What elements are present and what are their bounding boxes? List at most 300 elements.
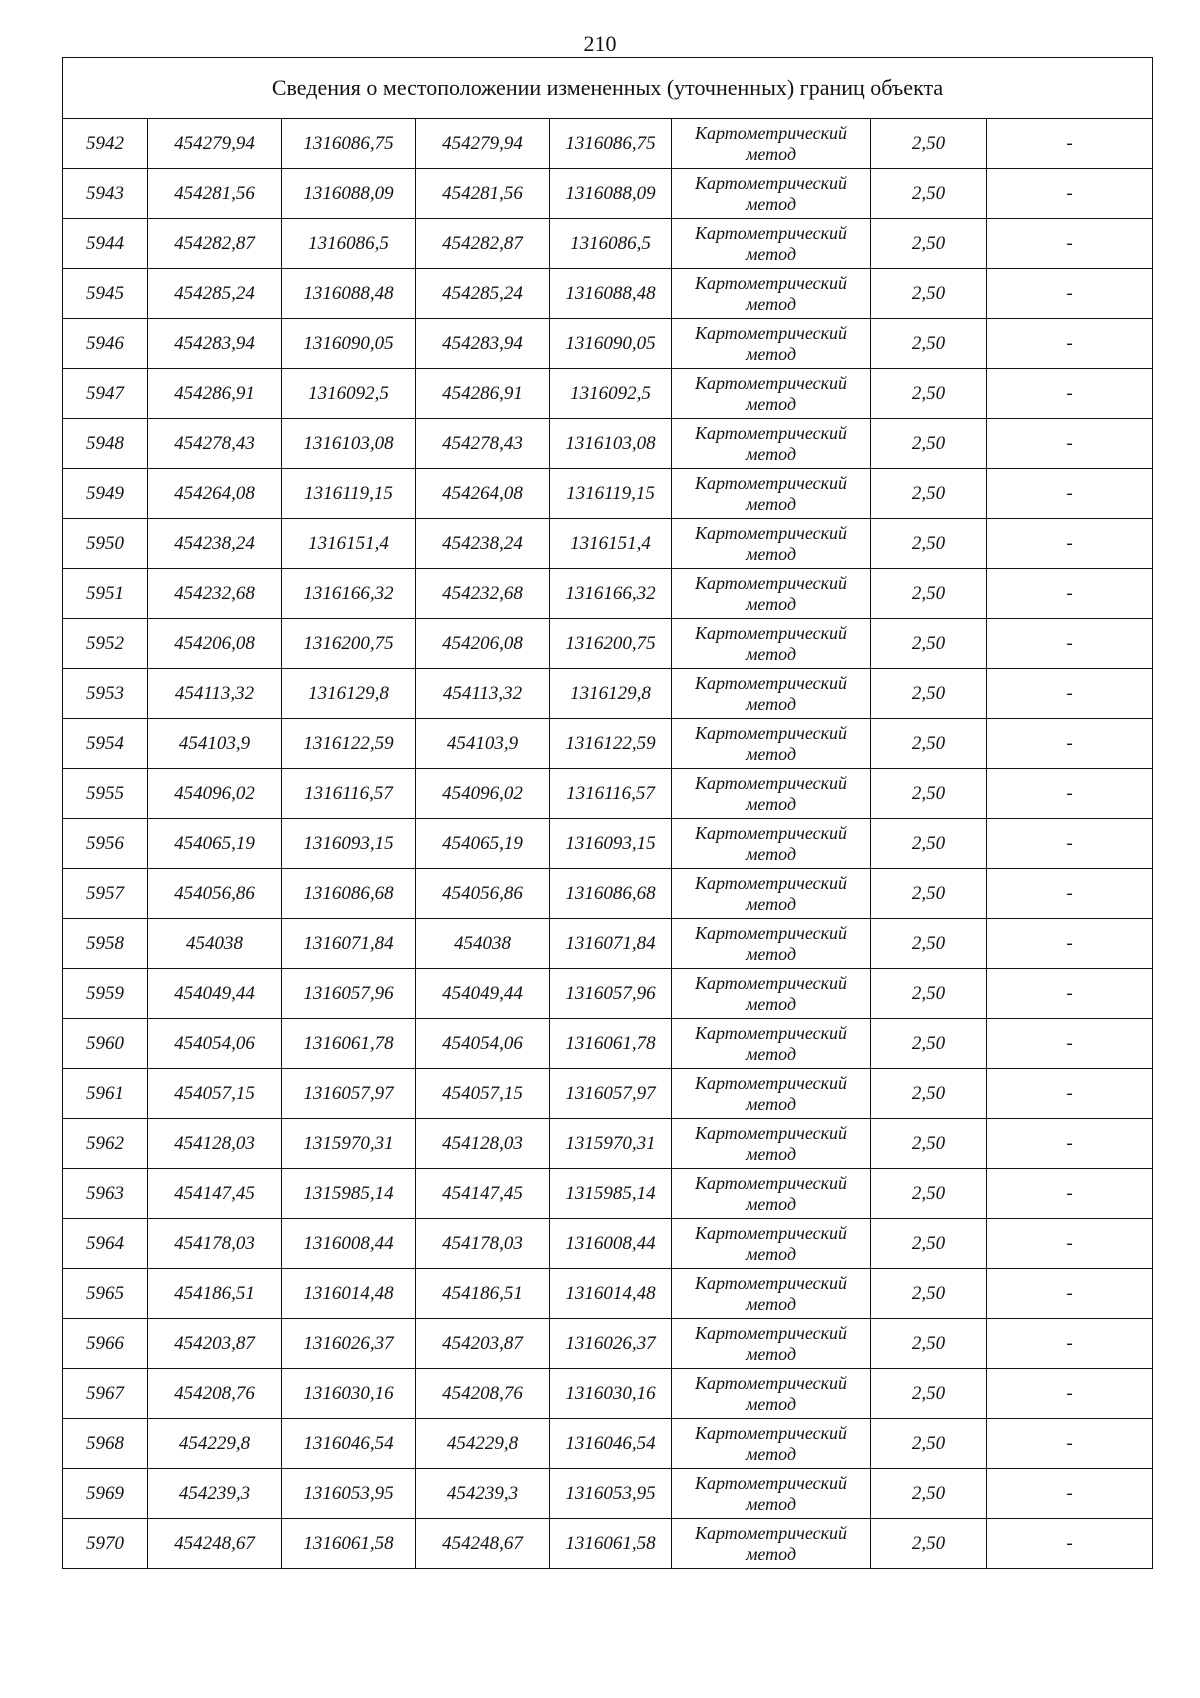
table-row <box>63 119 1153 169</box>
point-number-cell: 5961 <box>63 1069 148 1119</box>
refined-y-cell: 1315985,14 <box>550 1169 672 1219</box>
table-row <box>63 569 1153 619</box>
description-cell: - <box>987 1369 1153 1419</box>
table-title-row <box>63 58 1153 119</box>
refined-x-cell: 454038 <box>416 919 550 969</box>
method-line-2: метод <box>745 793 797 814</box>
existing-y-cell: 1316116,57 <box>282 769 416 819</box>
existing-x-cell: 454103,9 <box>148 719 282 769</box>
accuracy-cell: 2,50 <box>871 369 987 419</box>
table-row <box>63 669 1153 719</box>
refined-y-cell: 1316026,37 <box>550 1319 672 1369</box>
method-cell <box>672 1269 871 1319</box>
existing-x-cell: 454238,24 <box>148 519 282 569</box>
table-row <box>63 1419 1153 1469</box>
accuracy-cell: 2,50 <box>871 869 987 919</box>
accuracy-cell: 2,50 <box>871 169 987 219</box>
refined-x-cell: 454096,02 <box>416 769 550 819</box>
method-line-1: Картометрический <box>694 1272 847 1293</box>
refined-y-cell: 1316129,8 <box>550 669 672 719</box>
method-cell <box>672 419 871 469</box>
refined-x-cell: 454229,8 <box>416 1419 550 1469</box>
table-title: Сведения о местоположении измененных (уточненных) границ объекта <box>63 58 1153 119</box>
method-cell <box>672 669 871 719</box>
point-number-cell: 5967 <box>63 1369 148 1419</box>
point-number-cell: 5965 <box>63 1269 148 1319</box>
method-line-1: Картометрический <box>694 1472 847 1493</box>
method-line-2: метод <box>745 343 797 364</box>
method-line-1: Картометрический <box>694 872 847 893</box>
refined-y-cell: 1316090,05 <box>550 319 672 369</box>
table-body <box>63 58 1153 1569</box>
method-line-2: метод <box>745 893 797 914</box>
method-cell <box>672 869 871 919</box>
method-cell <box>672 269 871 319</box>
method-cell <box>672 1019 871 1069</box>
method-cell <box>672 1169 871 1219</box>
refined-x-cell: 454264,08 <box>416 469 550 519</box>
method-line-2: метод <box>745 1243 797 1264</box>
existing-y-cell: 1316103,08 <box>282 419 416 469</box>
refined-y-cell: 1316122,59 <box>550 719 672 769</box>
description-cell: - <box>987 269 1153 319</box>
point-number-cell: 5959 <box>63 969 148 1019</box>
accuracy-cell: 2,50 <box>871 1169 987 1219</box>
refined-y-cell: 1316088,48 <box>550 269 672 319</box>
method-line-1: Картометрический <box>694 572 847 593</box>
existing-x-cell: 454054,06 <box>148 1019 282 1069</box>
existing-x-cell: 454279,94 <box>148 119 282 169</box>
table-row <box>63 1469 1153 1519</box>
method-line-2: метод <box>745 1193 797 1214</box>
method-line-1: Картометрический <box>694 422 847 443</box>
refined-x-cell: 454113,32 <box>416 669 550 719</box>
accuracy-cell: 2,50 <box>871 1419 987 1469</box>
accuracy-cell: 2,50 <box>871 1119 987 1169</box>
refined-y-cell: 1316151,4 <box>550 519 672 569</box>
point-number-cell: 5955 <box>63 769 148 819</box>
method-line-1: Картометрический <box>694 522 847 543</box>
refined-y-cell: 1316046,54 <box>550 1419 672 1469</box>
method-line-2: метод <box>745 293 797 314</box>
description-cell: - <box>987 1519 1153 1569</box>
method-line-1: Картометрический <box>694 322 847 343</box>
existing-y-cell: 1316086,75 <box>282 119 416 169</box>
accuracy-cell: 2,50 <box>871 419 987 469</box>
method-cell <box>672 569 871 619</box>
method-line-2: метод <box>745 593 797 614</box>
description-cell: - <box>987 1319 1153 1369</box>
method-line-2: метод <box>745 393 797 414</box>
existing-y-cell: 1316046,54 <box>282 1419 416 1469</box>
method-cell <box>672 919 871 969</box>
existing-x-cell: 454264,08 <box>148 469 282 519</box>
page-number: 210 <box>583 31 617 56</box>
existing-x-cell: 454283,94 <box>148 319 282 369</box>
description-cell: - <box>987 569 1153 619</box>
accuracy-cell: 2,50 <box>871 219 987 269</box>
accuracy-cell: 2,50 <box>871 1269 987 1319</box>
accuracy-cell: 2,50 <box>871 469 987 519</box>
point-number-cell: 5963 <box>63 1169 148 1219</box>
table-row <box>63 1319 1153 1369</box>
accuracy-cell: 2,50 <box>871 1069 987 1119</box>
method-cell <box>672 119 871 169</box>
existing-y-cell: 1316093,15 <box>282 819 416 869</box>
accuracy-cell: 2,50 <box>871 1019 987 1069</box>
refined-x-cell: 454049,44 <box>416 969 550 1019</box>
existing-y-cell: 1316014,48 <box>282 1269 416 1319</box>
existing-x-cell: 454057,15 <box>148 1069 282 1119</box>
existing-x-cell: 454049,44 <box>148 969 282 1019</box>
refined-y-cell: 1316008,44 <box>550 1219 672 1269</box>
point-number-cell: 5970 <box>63 1519 148 1569</box>
table-row <box>63 469 1153 519</box>
method-line-2: метод <box>745 1293 797 1314</box>
accuracy-cell: 2,50 <box>871 819 987 869</box>
point-number-cell: 5954 <box>63 719 148 769</box>
refined-y-cell: 1316103,08 <box>550 419 672 469</box>
refined-x-cell: 454054,06 <box>416 1019 550 1069</box>
existing-x-cell: 454113,32 <box>148 669 282 719</box>
point-number-cell: 5960 <box>63 1019 148 1069</box>
description-cell: - <box>987 169 1153 219</box>
method-cell <box>672 1119 871 1169</box>
existing-x-cell: 454285,24 <box>148 269 282 319</box>
refined-x-cell: 454281,56 <box>416 169 550 219</box>
description-cell: - <box>987 1269 1153 1319</box>
accuracy-cell: 2,50 <box>871 969 987 1019</box>
method-line-2: метод <box>745 643 797 664</box>
accuracy-cell: 2,50 <box>871 669 987 719</box>
point-number-cell: 5953 <box>63 669 148 719</box>
method-cell <box>672 719 871 769</box>
method-cell <box>672 519 871 569</box>
refined-x-cell: 454128,03 <box>416 1119 550 1169</box>
existing-x-cell: 454147,45 <box>148 1169 282 1219</box>
method-line-2: метод <box>745 1543 797 1564</box>
method-line-2: метод <box>745 1143 797 1164</box>
method-line-2: метод <box>745 743 797 764</box>
method-line-2: метод <box>745 1093 797 1114</box>
refined-y-cell: 1316092,5 <box>550 369 672 419</box>
table-row <box>63 1169 1153 1219</box>
refined-x-cell: 454239,3 <box>416 1469 550 1519</box>
method-line-1: Картометрический <box>694 922 847 943</box>
point-number-cell: 5951 <box>63 569 148 619</box>
existing-y-cell: 1315970,31 <box>282 1119 416 1169</box>
method-cell <box>672 319 871 369</box>
accuracy-cell: 2,50 <box>871 569 987 619</box>
point-number-cell: 5948 <box>63 419 148 469</box>
description-cell: - <box>987 419 1153 469</box>
method-line-1: Картометрический <box>694 222 847 243</box>
existing-x-cell: 454096,02 <box>148 769 282 819</box>
refined-x-cell: 454186,51 <box>416 1269 550 1319</box>
description-cell: - <box>987 369 1153 419</box>
accuracy-cell: 2,50 <box>871 1219 987 1269</box>
refined-x-cell: 454057,15 <box>416 1069 550 1119</box>
accuracy-cell: 2,50 <box>871 1519 987 1569</box>
existing-x-cell: 454203,87 <box>148 1319 282 1369</box>
method-line-1: Картометрический <box>694 622 847 643</box>
refined-y-cell: 1316030,16 <box>550 1369 672 1419</box>
point-number-cell: 5968 <box>63 1419 148 1469</box>
method-cell <box>672 1419 871 1469</box>
point-number-cell: 5944 <box>63 219 148 269</box>
existing-y-cell: 1316200,75 <box>282 619 416 669</box>
table-row <box>63 219 1153 269</box>
table-row <box>63 419 1153 469</box>
method-cell <box>672 219 871 269</box>
method-cell <box>672 1369 871 1419</box>
description-cell: - <box>987 1019 1153 1069</box>
table-row <box>63 519 1153 569</box>
existing-y-cell: 1316122,59 <box>282 719 416 769</box>
existing-y-cell: 1316166,32 <box>282 569 416 619</box>
existing-x-cell: 454229,8 <box>148 1419 282 1469</box>
refined-x-cell: 454278,43 <box>416 419 550 469</box>
existing-x-cell: 454248,67 <box>148 1519 282 1569</box>
description-cell: - <box>987 719 1153 769</box>
description-cell: - <box>987 219 1153 269</box>
method-cell <box>672 1069 871 1119</box>
refined-y-cell: 1316116,57 <box>550 769 672 819</box>
existing-x-cell: 454056,86 <box>148 869 282 919</box>
method-line-1: Картометрический <box>694 372 847 393</box>
method-cell <box>672 369 871 419</box>
point-number-cell: 5966 <box>63 1319 148 1369</box>
existing-x-cell: 454186,51 <box>148 1269 282 1319</box>
existing-x-cell: 454178,03 <box>148 1219 282 1269</box>
method-line-1: Картометрический <box>694 1422 847 1443</box>
method-line-1: Картометрический <box>694 1072 847 1093</box>
refined-y-cell: 1316093,15 <box>550 819 672 869</box>
description-cell: - <box>987 869 1153 919</box>
refined-y-cell: 1316061,58 <box>550 1519 672 1569</box>
existing-y-cell: 1316057,96 <box>282 969 416 1019</box>
refined-y-cell: 1316053,95 <box>550 1469 672 1519</box>
existing-y-cell: 1316086,68 <box>282 869 416 919</box>
table-row <box>63 769 1153 819</box>
refined-x-cell: 454203,87 <box>416 1319 550 1369</box>
method-line-2: метод <box>745 1343 797 1364</box>
point-number-cell: 5969 <box>63 1469 148 1519</box>
method-cell <box>672 469 871 519</box>
table-row <box>63 869 1153 919</box>
method-line-2: метод <box>745 443 797 464</box>
method-line-2: метод <box>745 493 797 514</box>
point-number-cell: 5964 <box>63 1219 148 1269</box>
existing-y-cell: 1316092,5 <box>282 369 416 419</box>
description-cell: - <box>987 919 1153 969</box>
method-line-1: Картометрический <box>694 822 847 843</box>
existing-y-cell: 1316090,05 <box>282 319 416 369</box>
table-row <box>63 1519 1153 1569</box>
method-cell <box>672 1319 871 1369</box>
refined-y-cell: 1315970,31 <box>550 1119 672 1169</box>
refined-x-cell: 454232,68 <box>416 569 550 619</box>
refined-y-cell: 1316119,15 <box>550 469 672 519</box>
method-line-1: Картометрический <box>694 172 847 193</box>
existing-y-cell: 1316088,48 <box>282 269 416 319</box>
table-row <box>63 1119 1153 1169</box>
method-line-1: Картометрический <box>694 1322 847 1343</box>
accuracy-cell: 2,50 <box>871 319 987 369</box>
refined-y-cell: 1316061,78 <box>550 1019 672 1069</box>
refined-y-cell: 1316057,97 <box>550 1069 672 1119</box>
existing-x-cell: 454128,03 <box>148 1119 282 1169</box>
refined-x-cell: 454208,76 <box>416 1369 550 1419</box>
refined-x-cell: 454103,9 <box>416 719 550 769</box>
table-row <box>63 319 1153 369</box>
table-row <box>63 1269 1153 1319</box>
point-number-cell: 5945 <box>63 269 148 319</box>
method-line-1: Картометрический <box>694 122 847 143</box>
method-line-1: Картометрический <box>694 1022 847 1043</box>
table-row <box>63 1019 1153 1069</box>
method-line-2: метод <box>745 543 797 564</box>
existing-y-cell: 1316057,97 <box>282 1069 416 1119</box>
method-line-1: Картометрический <box>694 772 847 793</box>
refined-x-cell: 454065,19 <box>416 819 550 869</box>
method-line-1: Картометрический <box>694 1522 847 1543</box>
method-line-2: метод <box>745 1393 797 1414</box>
method-cell <box>672 819 871 869</box>
refined-x-cell: 454147,45 <box>416 1169 550 1219</box>
method-cell <box>672 1519 871 1569</box>
existing-y-cell: 1316071,84 <box>282 919 416 969</box>
accuracy-cell: 2,50 <box>871 619 987 669</box>
existing-x-cell: 454065,19 <box>148 819 282 869</box>
existing-x-cell: 454038 <box>148 919 282 969</box>
method-line-1: Картометрический <box>694 472 847 493</box>
refined-y-cell: 1316071,84 <box>550 919 672 969</box>
existing-x-cell: 454208,76 <box>148 1369 282 1419</box>
existing-x-cell: 454278,43 <box>148 419 282 469</box>
point-number-cell: 5958 <box>63 919 148 969</box>
description-cell: - <box>987 319 1153 369</box>
point-number-cell: 5952 <box>63 619 148 669</box>
point-number-cell: 5962 <box>63 1119 148 1169</box>
refined-x-cell: 454282,87 <box>416 219 550 269</box>
refined-x-cell: 454206,08 <box>416 619 550 669</box>
refined-x-cell: 454286,91 <box>416 369 550 419</box>
refined-y-cell: 1316166,32 <box>550 569 672 619</box>
refined-x-cell: 454178,03 <box>416 1219 550 1269</box>
method-line-1: Картометрический <box>694 1222 847 1243</box>
method-cell <box>672 1469 871 1519</box>
description-cell: - <box>987 1069 1153 1119</box>
method-line-1: Картометрический <box>694 1372 847 1393</box>
point-number-cell: 5943 <box>63 169 148 219</box>
description-cell: - <box>987 1119 1153 1169</box>
existing-y-cell: 1316088,09 <box>282 169 416 219</box>
table-row <box>63 369 1153 419</box>
method-line-2: метод <box>745 193 797 214</box>
point-number-cell: 5942 <box>63 119 148 169</box>
description-cell: - <box>987 469 1153 519</box>
table-row <box>63 169 1153 219</box>
accuracy-cell: 2,50 <box>871 1319 987 1369</box>
description-cell: - <box>987 669 1153 719</box>
description-cell: - <box>987 619 1153 669</box>
refined-x-cell: 454285,24 <box>416 269 550 319</box>
point-number-cell: 5956 <box>63 819 148 869</box>
refined-y-cell: 1316200,75 <box>550 619 672 669</box>
point-number-cell: 5947 <box>63 369 148 419</box>
table-row <box>63 619 1153 669</box>
refined-y-cell: 1316086,75 <box>550 119 672 169</box>
method-line-1: Картометрический <box>694 1122 847 1143</box>
accuracy-cell: 2,50 <box>871 269 987 319</box>
existing-y-cell: 1316030,16 <box>282 1369 416 1419</box>
refined-y-cell: 1316086,5 <box>550 219 672 269</box>
description-cell: - <box>987 769 1153 819</box>
refined-y-cell: 1316014,48 <box>550 1269 672 1319</box>
existing-y-cell: 1316053,95 <box>282 1469 416 1519</box>
refined-x-cell: 454248,67 <box>416 1519 550 1569</box>
accuracy-cell: 2,50 <box>871 119 987 169</box>
description-cell: - <box>987 969 1153 1019</box>
method-line-2: метод <box>745 143 797 164</box>
point-number-cell: 5946 <box>63 319 148 369</box>
existing-y-cell: 1316026,37 <box>282 1319 416 1369</box>
refined-y-cell: 1316088,09 <box>550 169 672 219</box>
description-cell: - <box>987 1469 1153 1519</box>
method-line-1: Картометрический <box>694 672 847 693</box>
point-number-cell: 5950 <box>63 519 148 569</box>
point-number-cell: 5949 <box>63 469 148 519</box>
existing-y-cell: 1316086,5 <box>282 219 416 269</box>
accuracy-cell: 2,50 <box>871 719 987 769</box>
method-line-1: Картометрический <box>694 972 847 993</box>
method-line-1: Картометрический <box>694 272 847 293</box>
existing-x-cell: 454239,3 <box>148 1469 282 1519</box>
table-row <box>63 819 1153 869</box>
method-cell <box>672 169 871 219</box>
refined-y-cell: 1316086,68 <box>550 869 672 919</box>
point-number-cell: 5957 <box>63 869 148 919</box>
existing-x-cell: 454232,68 <box>148 569 282 619</box>
method-line-2: метод <box>745 943 797 964</box>
accuracy-cell: 2,50 <box>871 1469 987 1519</box>
refined-x-cell: 454279,94 <box>416 119 550 169</box>
existing-x-cell: 454286,91 <box>148 369 282 419</box>
description-cell: - <box>987 1169 1153 1219</box>
method-line-2: метод <box>745 843 797 864</box>
method-cell <box>672 1219 871 1269</box>
method-line-2: метод <box>745 243 797 264</box>
table-row <box>63 1369 1153 1419</box>
method-line-1: Картометрический <box>694 1172 847 1193</box>
table-row <box>63 919 1153 969</box>
refined-x-cell: 454238,24 <box>416 519 550 569</box>
method-line-2: метод <box>745 1443 797 1464</box>
existing-y-cell: 1316119,15 <box>282 469 416 519</box>
method-line-2: метод <box>745 1043 797 1064</box>
existing-y-cell: 1316008,44 <box>282 1219 416 1269</box>
method-cell <box>672 619 871 669</box>
accuracy-cell: 2,50 <box>871 1369 987 1419</box>
boundary-coordinates-table <box>62 57 1153 1569</box>
accuracy-cell: 2,50 <box>871 769 987 819</box>
table-row <box>63 1219 1153 1269</box>
table-row <box>63 969 1153 1019</box>
method-cell <box>672 769 871 819</box>
description-cell: - <box>987 519 1153 569</box>
table-row <box>63 719 1153 769</box>
